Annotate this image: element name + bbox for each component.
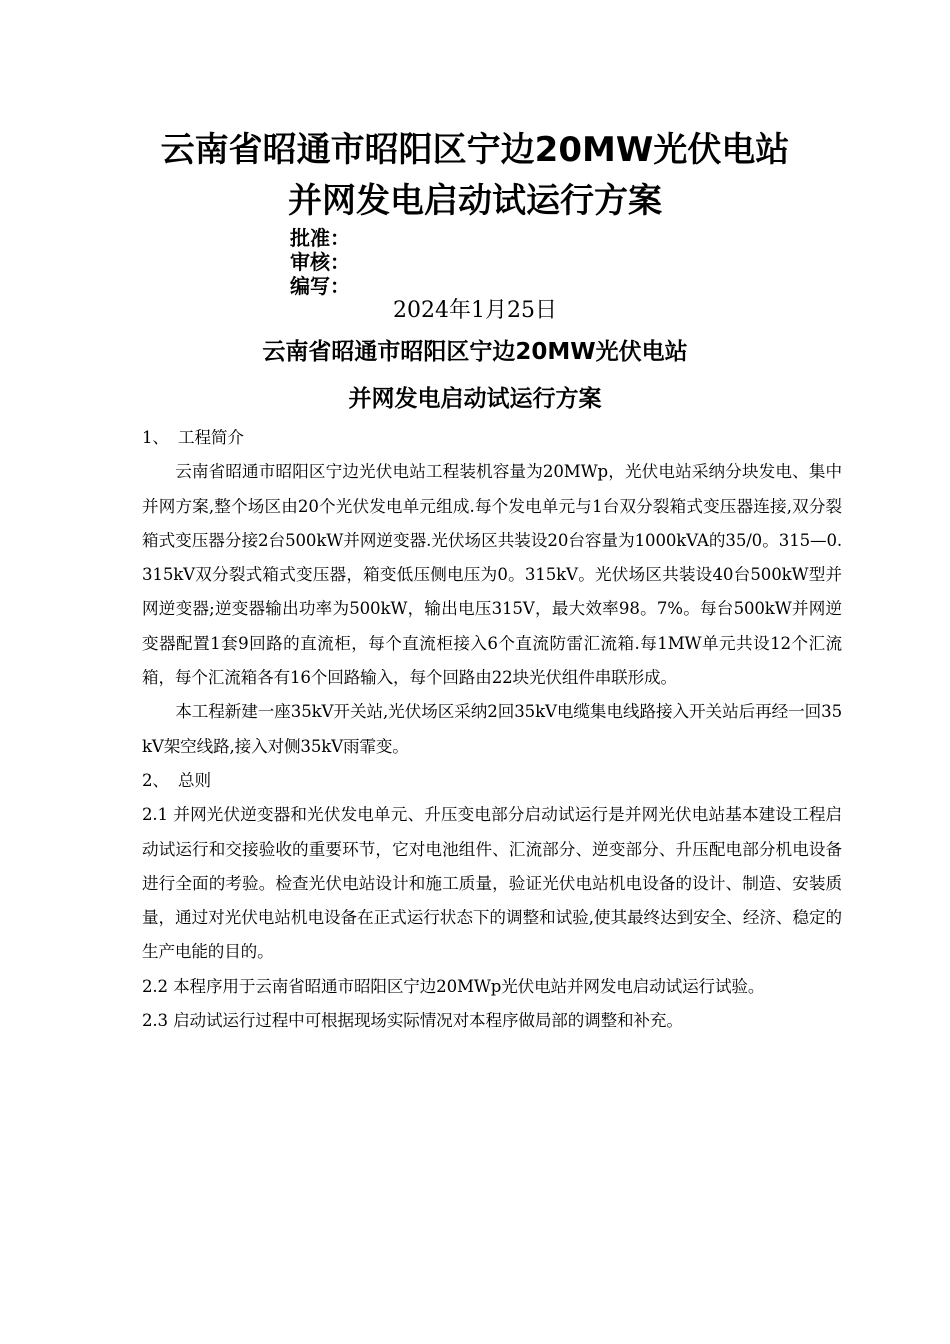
- section-2-item-1: 2.1 并网光伏逆变器和光伏发电单元、升压变电部分启动试运行是并网光伏电站基本建设工程启动试运行和交接验收的重要环节，它对电池组件、汇流部分、逆变部分、升压配电部分机电设备进行全面的考验。检查光伏电站设计和施工质量，验证光伏电站机电设备的设计、制造、安装质量，通过对光伏电站机电设备在正式运行状态下的调整和试验,使其最终达到安全、经济、稳定的生产电能的目的。: [142, 805, 842, 962]
- cover-title-line1: 云南省昭通市昭阳区宁边20MW光伏电站: [160, 130, 790, 170]
- section-1-heading-text: 工程简介: [178, 428, 244, 447]
- doc-title-line2: 并网发电启动试运行方案: [348, 386, 602, 412]
- section-2-item-3: 2.3 启动试运行过程中可根据现场实际情况对本程序做局部的调整和补充。: [142, 1011, 683, 1031]
- section-2-number: 2、: [142, 770, 169, 790]
- section-1-number: 1、: [142, 428, 169, 447]
- doc-title-line1: 云南省昭通市昭阳区宁边20MW光伏电站: [262, 339, 688, 365]
- section-2-heading-text: 总则: [178, 770, 211, 790]
- review-label: 审核：: [290, 250, 350, 274]
- write-label: 编写：: [290, 274, 350, 298]
- cover-title-line2: 并网发电启动试运行方案: [288, 181, 662, 221]
- section-2-item-2: 2.2 本程序用于云南省昭通市昭阳区宁边20MWp光伏电站并网发电启动试运行试验。: [142, 976, 765, 996]
- section-1-heading: [142, 421, 842, 455]
- section-2-heading: [142, 764, 842, 798]
- document-body: [142, 421, 842, 1038]
- section-1-paragraph-1: 云南省昭通市昭阳区宁边光伏电站工程装机容量为20MWp，光伏电站采纳分块发电、集中并网方案,整个场区由20个光伏发电单元组成.每个发电单元与1台双分裂箱式变压器连接,双分裂箱式变压器分接2台500kW并网逆变器.光伏场区共装设20台容量为1000kVA的35/0。315—0.315kV双分裂式箱式变压器，箱变低压侧电压为0。315kV。光伏场区共装设40台500kW型并网逆变器;逆变器输出功率为500kW，输出电压315V，最大效率98。7%。每台500kW并网逆变器配置1套9回路的直流柜，每个直流柜接入6个直流防雷汇流箱.每1MW单元共设12个汇流箱，每个汇流箱各有16个回路输入，每个回路由22块光伏组件串联形成。: [142, 462, 842, 688]
- cover-date: 2024年1月25日: [393, 298, 557, 323]
- approve-label: 批准：: [290, 226, 350, 250]
- section-1-paragraph-2: 本工程新建一座35kV开关站,光伏场区采纳2回35kV电缆集电线路接入开关站后再经一回35kV架空线路,接入对侧35kV雨霏变。: [142, 702, 842, 756]
